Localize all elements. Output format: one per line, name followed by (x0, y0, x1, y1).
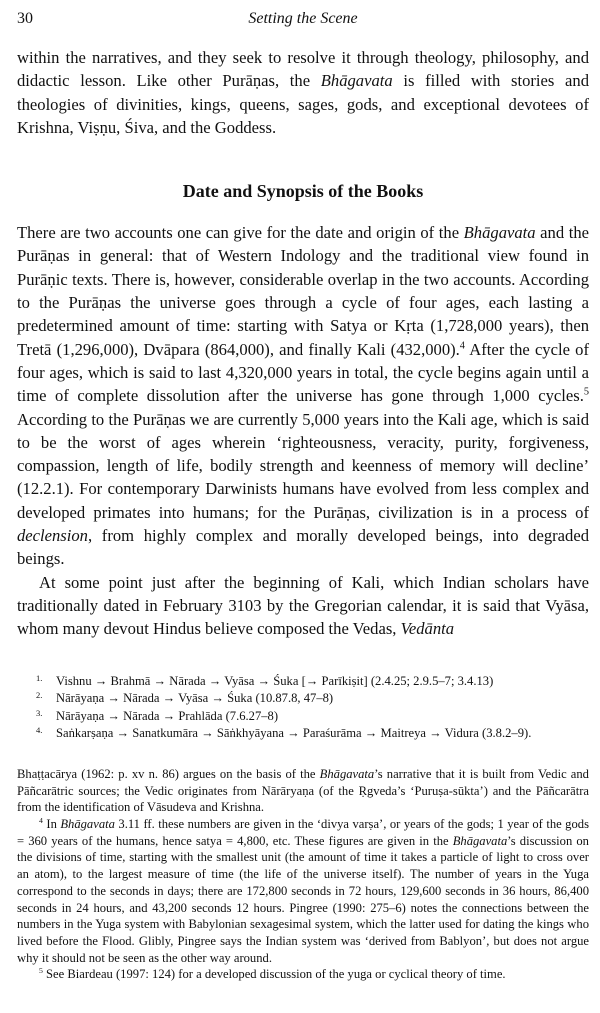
work-title: Bhāgavata (320, 71, 393, 91)
running-head (17, 10, 589, 34)
footnotes (17, 766, 589, 983)
list-item (36, 673, 589, 691)
work-title: Bhāgavata (60, 817, 115, 832)
footnote-ref-4[interactable]: 4 (459, 340, 465, 352)
body-paragraph-3: At some point just after the beginning of Kali, which Indian scholars have traditionally dated in February 3103 by the Gregorian calendar, it is said that Vyāsa, whom many devout Hindus believe composed the Vedas, Vedānta (17, 572, 589, 639)
list-number: 3. (36, 707, 43, 718)
list-text: Nārāyaṇa → Nārada → Vyāsa → Śuka (10.87.8, 47–8) (56, 691, 334, 706)
list-item (36, 708, 589, 726)
list-item (36, 690, 589, 708)
footnote-number: 5 (39, 966, 43, 976)
body-paragraph-2: There are two accounts one can give for the date and origin of the Bhāgavata and the Purāṇas in general: that of Western Indology and the traditional view found in Purāṇic texts. There is, however, considerable overlap in the two accounts. According to the Purāṇas the universe goes through a cycle of four ages, each lasting a predetermined amount of time: starting with Satya or Kṛta (1,728,000 years), then Tretā (1,296,000), Dvāpara (864,000), and finally Kali (432,000).$^4$ After the cycle of four ages, which is said to last 4,320,000 years in total, the cycle begins again until a time of complete dissolution after the universe has gone through 1,000 cycles.$^5$ According to the Purāṇas we are currently 5,000 years into the Kali age, which is said to be the worst of ages wherein ‘righteousness, veracity, purity, forgiveness, compassion, length of life, bodily strength and keenness of memory will decline’ (12.2.1). For contemporary Darwinists humans have evolved from less complex and developed primates into humans; for the Purāṇas, civilization is in a process of declension, from highly complex and morally developed beings, into degraded beings. (17, 223, 589, 569)
list-text: Saṅkarṣaṇa → Sanatkumāra → Sāṅkhyāyana → Paraśurāma → Maitreya → Vidura (3.8.2–9). (56, 726, 532, 741)
emphasis-term: declension (17, 526, 88, 546)
page-number: 30 (17, 10, 33, 27)
body-paragraph-1: within the narratives, and they seek to resolve it through theology, philosophy, and didactic lesson. Like other Purāṇas, the Bhāgavata is filled with stories and theologies of divinities, kings, queens, sages, gods, and exceptional devotees of Krishna, Viṣṇu, Śiva, and the Goddess. (17, 48, 589, 137)
footnote-5: $^5$ See Biardeau (1997: 124) for a developed discussion of the yuga or cyclical theory of time. (39, 966, 506, 982)
list-text: Vishnu → Brahmā → Nārada → Vyāsa → Śuka [→ Parīkiṣit] (2.4.25; 2.9.5–7; 3.4.13) (56, 673, 494, 688)
footnote-number: 4 (39, 815, 43, 825)
section-heading: Date and Synopsis of the Books (182, 181, 424, 202)
list-text: Nārāyaṇa → Nārada → Prahlāda (7.6.27–8) (56, 708, 279, 723)
footnote-4: $^4$ In Bhāgavata 3.11 ff. these numbers are given in the ‘divya varṣa’, or years of the gods; 1 year of the gods = 360 years of the humans, hence satya = 4,800, etc. These figures are given in the Bhāgavata’s discussion on the divisions of time, starting with the smallest unit (the amount of time it takes a particle of light to cross over an atom), to the largest measure of time (the life of the universe itself). The number of years in the Yuga correspond to the seconds in days; there are 172,800 seconds in 72 hours, 129,600 seconds in 36 hours, 86,400 seconds in 24 hours, and 43,200 seconds 12 hours. Pingree (1990: 275–6) notes the connections between the numbers in the Yuga system with Babylonian sexagesimal system, which the latter used for dating the kings who lived before the Flood. Glibly, Pingree says the Indian system was ‘derived from Bablyon’, but does not argue why it should not be seen as the other way around. (17, 815, 589, 965)
book-page (17, 10, 589, 983)
list-item (36, 725, 589, 743)
list-number: 2. (36, 690, 43, 701)
list-number: 1. (36, 672, 43, 683)
work-title: Bhāgavata (319, 766, 375, 781)
list-number: 4. (36, 725, 43, 736)
footnote-continuation: Bhaṭṭacārya (1962: p. xv n. 86) argues on the basis of the Bhāgavata’s narrative that it is built from Vedic and Pāñcarātric sources; the Vedic originates from Nārāryaṇa (of the Ṛgveda’s ‘Puruṣa-sūkta’) and the Pāñcarātra from the identification of Vāsudeva and Krishna. (17, 766, 589, 815)
work-title: Vedānta (400, 619, 455, 639)
running-title: Setting the Scene (248, 10, 358, 27)
footnote-ref-5[interactable]: 5 (583, 386, 589, 398)
work-title: Bhāgavata (452, 833, 508, 848)
transmission-chain-list (17, 673, 589, 743)
work-title: Bhāgavata (463, 223, 536, 243)
